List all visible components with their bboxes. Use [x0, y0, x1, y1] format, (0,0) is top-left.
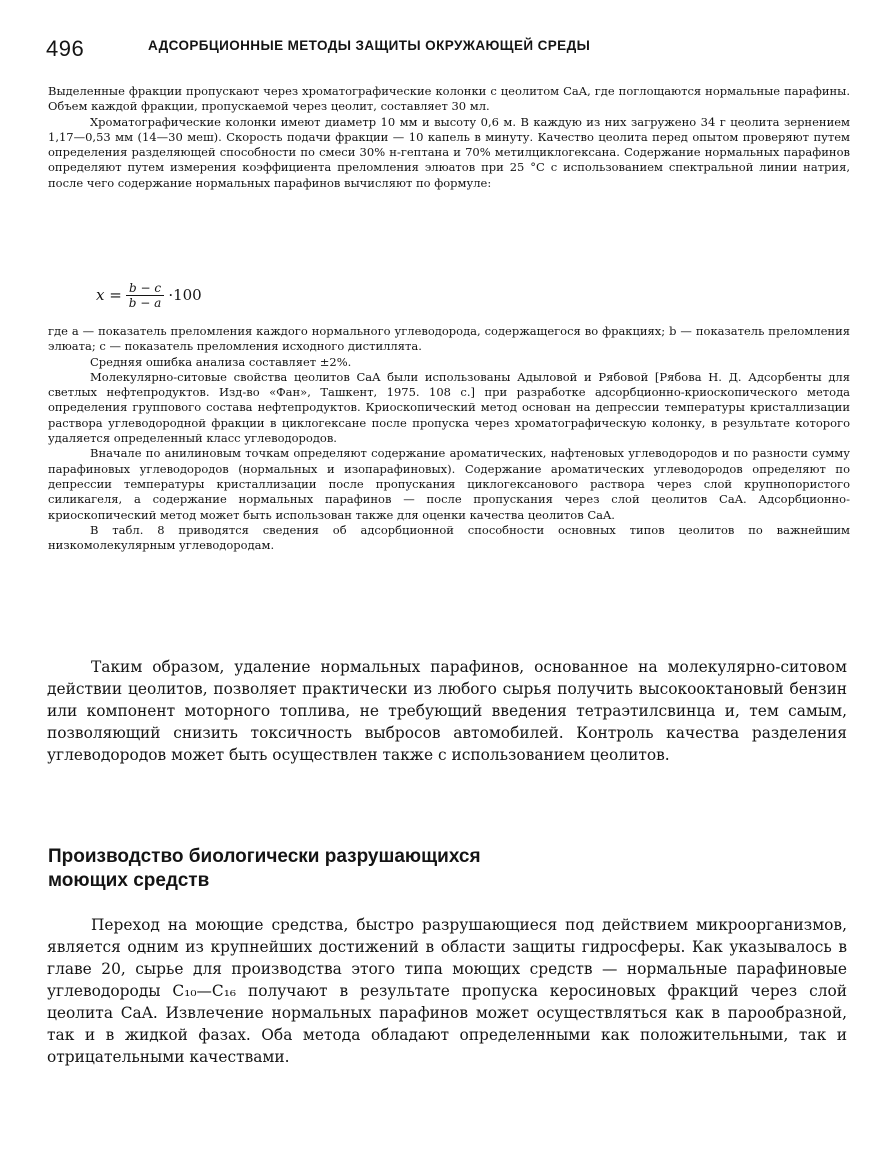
running-title: АДСОРБЦИОННЫЕ МЕТОДЫ ЗАЩИТЫ ОКРУЖАЮЩЕЙ СРЕДЫ	[148, 38, 591, 53]
paragraph: Молекулярно-ситовые свойства цеолитов CaA были использованы Адыловой и Рябовой [Рябова Н. Д. Адсорбенты для светлых нефтепродуктов. Изд-во «Фан», Ташкент, 1975. 108 с.] при разработке адсорбционно-криоскопического метода определения группового состава нефтепродуктов. Криоскопический метод основан на депрессии температуры кристаллизации раствора углеводородной фракции в циклогексане после пропуска через хроматографическую колонку, в результате которого удаляется определенный класс углеводородов.	[48, 369, 850, 446]
section-heading-line: Производство биологически разрушающихся	[48, 846, 481, 867]
paragraph: Выделенные фракции пропускают через хроматографические колонки с цеолитом CaA, где поглощаются нормальные парафины. Объем каждой фракции, пропускаемой через цеолит, составляет 30 мл.	[48, 84, 850, 114]
paragraph: Хроматографические колонки имеют диаметр 10 мм и высоту 0,6 м. В каждую из них загружено 34 г цеолита зернением 1,17—0,53 мм (14—30 меш). Скорость подачи фракции — 10 капель в минуту. Качество цеолита перед опытом проверяют путем определения разделяющей способности по смеси 30% н-гептана и 70% метилциклогексана. Содержание нормальных парафинов определяют путем измерения коэффициента преломления элюатов при 25 °С с использованием спектральной линии натрия, после чего содержание нормальных парафинов вычисляют по формуле:	[48, 114, 850, 190]
paragraph: Переход на моющие средства, быстро разрушающиеся под действием микроорганизмов, является одним из крупнейших достижений в области защиты гидросферы. Как указывалось в главе 20, сырье для производства этого типа моющих средств — нормальные парафиновые углеводороды C₁₀—C₁₆ получают в результате пропуска керосиновых фракций через слой цеолита CaA. Извлечение нормальных парафинов может осуществляться как в парообразной, так и в жидкой фазах. Оба метода обладают определенными как положительными, так и отрицательными качествами.	[47, 916, 847, 1066]
formula	[96, 276, 202, 314]
section-heading	[48, 845, 648, 893]
formula-denominator: b − a	[128, 295, 162, 310]
main-text-block	[47, 656, 847, 766]
paragraph: где a — показатель преломления каждого нормального углеводорода, содержащегося во фракциях; b — показатель преломления элюата; c — показатель преломления исходного дистиллята.	[48, 324, 850, 354]
formula-factor: ·100	[168, 286, 202, 304]
paragraph: Средняя ошибка анализа составляет ±2%.	[90, 354, 352, 369]
small-text-block-1	[48, 84, 850, 191]
paragraph: В табл. 8 приводятся сведения об адсорбционной способности основных типов цеолитов по важнейшим низкомолекулярным углеводородам.	[48, 522, 850, 553]
paragraph: Таким образом, удаление нормальных парафинов, основанное на молекулярно-ситовом действии цеолитов, позволяет практически из любого сырья получить высокооктановый бензин или компонент моторного топлива, не требующий введения тетраэтилсвинца и, тем самым, позволяющий снизить токсичность выбросов автомобилей. Контроль качества разделения углеводородов может быть осуществлен также с использованием цеолитов.	[47, 658, 847, 764]
small-text-block-2	[48, 324, 850, 553]
section-text-block	[47, 914, 847, 1068]
formula-numerator: b − c	[126, 281, 164, 296]
paragraph: Вначале по анилиновым точкам определяют содержание ароматических, нафтеновых углеводородов и по разности сумму парафиновых углеводородов (нормальных и изопарафиновых). Содержание ароматических углеводородов определяют по депрессии температуры кристаллизации после пропускания циклогексанового раствора через слой крупнопористого силикагеля, а содержание нормальных парафинов — после пропускания через слой цеолитов CaA. Адсорбционно-криоскопический метод может быть использован также для оценки качества цеолитов CaA.	[48, 446, 850, 522]
formula-lhs: x =	[96, 286, 122, 304]
page-header	[46, 34, 876, 64]
formula-fraction	[126, 281, 165, 310]
section-heading-line: моющих средств	[48, 870, 210, 891]
page-number: 496	[46, 36, 85, 61]
